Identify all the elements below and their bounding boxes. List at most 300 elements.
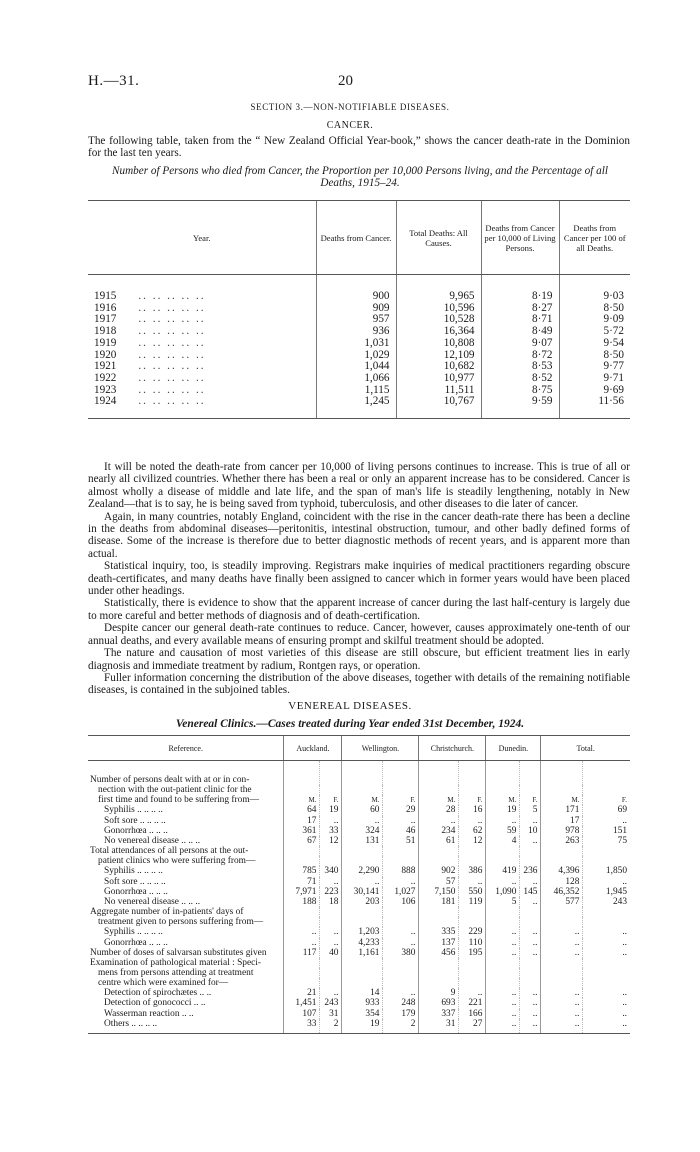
- value-cell: [320, 968, 342, 978]
- reference-cell: Soft sore .. .. .. ..: [104, 815, 166, 826]
- value-cell: ..: [583, 1019, 630, 1034]
- value-cell: 243: [320, 998, 342, 1008]
- value-cell: 7,971: [284, 887, 320, 897]
- value-cell: [383, 761, 419, 786]
- table-row: [88, 761, 630, 786]
- value-cell: 12: [320, 836, 342, 846]
- value-cell: [541, 846, 583, 856]
- value-cell: 8·52: [481, 373, 559, 385]
- value-cell: 145: [520, 887, 541, 897]
- value-cell: ..: [486, 927, 520, 937]
- table-row: [88, 887, 630, 897]
- value-cell: ..: [520, 1019, 541, 1034]
- value-cell: 8·53: [481, 361, 559, 373]
- reference-cell: Detection of gonococci .. ..: [104, 998, 206, 1009]
- value-cell: [486, 978, 520, 988]
- leader-dots: .. .. .. .. ..: [138, 290, 206, 302]
- table-row: [88, 968, 630, 978]
- value-cell: ..: [520, 948, 541, 958]
- value-cell: [284, 968, 320, 978]
- reference-cell: Total attendances of all persons at the out-: [90, 846, 249, 857]
- value-cell: [342, 968, 383, 978]
- value-cell: ..: [583, 877, 630, 887]
- value-cell: ..: [486, 1009, 520, 1019]
- value-cell: 888: [383, 866, 419, 876]
- value-cell: 933: [342, 998, 383, 1008]
- cancer-table: [88, 200, 630, 419]
- table-row: [88, 846, 630, 856]
- year-value: 1920: [94, 348, 117, 361]
- value-cell: 1,066: [316, 373, 396, 385]
- intro-paragraph: The following table, taken from the “ New Zealand Official Year-book,” shows the cancer death-rate in the Dominion for the last ten years.: [88, 135, 630, 160]
- value-cell: 19: [320, 805, 342, 815]
- value-cell: [342, 958, 383, 968]
- year-value: 1922: [94, 371, 117, 384]
- value-cell: ..: [541, 938, 583, 948]
- value-cell: 1,029: [316, 350, 396, 362]
- value-cell: ..: [486, 816, 520, 826]
- leader-dots: .. .. .. .. ..: [138, 348, 206, 361]
- year-value: 1918: [94, 325, 117, 338]
- value-cell: ..: [320, 988, 342, 998]
- value-cell: 337: [419, 1009, 459, 1019]
- reference-cell: Gonorrhœa .. .. ..: [104, 825, 168, 836]
- value-cell: 60: [342, 805, 383, 815]
- reference-cell: Syphilis .. .. .. ..: [104, 927, 163, 938]
- value-cell: 550: [459, 887, 486, 897]
- reference-cell: nection with the out-patient clinic for the: [98, 785, 252, 796]
- value-cell: ..: [486, 948, 520, 958]
- value-cell: 8·27: [481, 303, 559, 315]
- value-cell: 9,965: [396, 291, 481, 303]
- value-cell: 4,396: [541, 866, 583, 876]
- venereal-table-header: [88, 736, 630, 761]
- header-total-deaths: Total Deaths: All Causes.: [396, 201, 481, 275]
- value-cell: [383, 917, 419, 927]
- value-cell: 263: [541, 836, 583, 846]
- value-cell: 8·49: [481, 326, 559, 338]
- value-cell: M.: [541, 795, 583, 805]
- discussion-text: [88, 461, 630, 697]
- value-cell: 9·71: [559, 373, 630, 385]
- value-cell: 33: [284, 1019, 320, 1034]
- value-cell: 361: [284, 826, 320, 836]
- value-cell: ..: [459, 816, 486, 826]
- value-cell: [486, 856, 520, 866]
- table-row: [88, 396, 630, 418]
- value-cell: [320, 856, 342, 866]
- header-christchurch: Christchurch.: [419, 736, 486, 761]
- reference-cell: patient clinics who were suffering from—: [98, 856, 256, 867]
- value-cell: 188: [284, 897, 320, 907]
- value-cell: [284, 978, 320, 988]
- value-cell: [419, 978, 459, 988]
- value-cell: 902: [419, 866, 459, 876]
- leader-dots: .. .. .. .. ..: [138, 371, 206, 384]
- spacer-cell: [559, 275, 630, 292]
- value-cell: 46: [383, 826, 419, 836]
- table-row: [88, 877, 630, 887]
- value-cell: 17: [541, 816, 583, 826]
- header-per-100: Deaths from Cancer per 100 of all Deaths.: [559, 201, 630, 275]
- value-cell: 1,245: [316, 396, 396, 418]
- value-cell: F.: [520, 795, 541, 805]
- value-cell: 16,364: [396, 326, 481, 338]
- venereal-clinics-table: [88, 735, 630, 1034]
- value-cell: 1,203: [342, 927, 383, 937]
- header-dunedin: Dunedin.: [486, 736, 541, 761]
- value-cell: 236: [520, 866, 541, 876]
- value-cell: 909: [316, 303, 396, 315]
- paragraph: Despite cancer our general death-rate continues to reduce. Cancer, however, causes approximately one-tenth of our annual deaths, and every available means of ensuring prompt and skilful treatment should be adopted.: [88, 622, 630, 647]
- value-cell: 12,109: [396, 350, 481, 362]
- value-cell: [284, 917, 320, 927]
- value-cell: 386: [459, 866, 486, 876]
- value-cell: 8·50: [559, 303, 630, 315]
- value-cell: ..: [383, 816, 419, 826]
- value-cell: 785: [284, 866, 320, 876]
- value-cell: 1,031: [316, 338, 396, 350]
- value-cell: [459, 846, 486, 856]
- table-row: [88, 785, 630, 795]
- table-row: [88, 938, 630, 948]
- value-cell: ..: [320, 938, 342, 948]
- value-cell: [342, 907, 383, 917]
- value-cell: 335: [419, 927, 459, 937]
- year-value: 1923: [94, 383, 117, 396]
- value-cell: ..: [459, 877, 486, 887]
- value-cell: 1,945: [583, 887, 630, 897]
- value-cell: [486, 761, 520, 786]
- value-cell: [583, 907, 630, 917]
- value-cell: 51: [383, 836, 419, 846]
- value-cell: [583, 917, 630, 927]
- value-cell: 171: [541, 805, 583, 815]
- value-cell: 107: [284, 1009, 320, 1019]
- value-cell: [541, 968, 583, 978]
- value-cell: [541, 785, 583, 795]
- value-cell: 4,233: [342, 938, 383, 948]
- value-cell: 46,352: [541, 887, 583, 897]
- value-cell: 2: [383, 1019, 419, 1034]
- value-cell: [486, 917, 520, 927]
- year-cell: [88, 373, 316, 385]
- value-cell: ..: [284, 938, 320, 948]
- spacer-cell: [396, 275, 481, 292]
- table-row: [88, 988, 630, 998]
- value-cell: ..: [520, 938, 541, 948]
- leader-dots: .. .. .. .. ..: [138, 360, 206, 373]
- value-cell: 1,850: [583, 866, 630, 876]
- value-cell: 10,808: [396, 338, 481, 350]
- cancer-table-caption: Number of Persons who died from Cancer, the Proportion per 10,000 Persons living, and the Percentage of all Deaths, 1915–24.: [112, 165, 608, 190]
- value-cell: [320, 978, 342, 988]
- reference-cell: Number of doses of salvarsan substitutes given: [90, 947, 267, 958]
- value-cell: 27: [459, 1019, 486, 1034]
- page-number: 20: [338, 73, 353, 89]
- value-cell: ..: [583, 938, 630, 948]
- value-cell: 69: [583, 805, 630, 815]
- value-cell: F.: [383, 795, 419, 805]
- value-cell: [459, 968, 486, 978]
- value-cell: [284, 761, 320, 786]
- value-cell: 1,044: [316, 361, 396, 373]
- value-cell: [284, 907, 320, 917]
- value-cell: [520, 785, 541, 795]
- value-cell: 9·03: [559, 291, 630, 303]
- value-cell: 354: [342, 1009, 383, 1019]
- value-cell: ..: [520, 927, 541, 937]
- spacer-cell: [88, 275, 316, 292]
- value-cell: 11,511: [396, 385, 481, 397]
- value-cell: 9: [419, 988, 459, 998]
- value-cell: ..: [383, 938, 419, 948]
- spacer-cell: [316, 275, 396, 292]
- value-cell: 19: [486, 805, 520, 815]
- value-cell: [583, 978, 630, 988]
- table-row: [88, 373, 630, 385]
- value-cell: [486, 846, 520, 856]
- value-cell: [284, 846, 320, 856]
- value-cell: [541, 958, 583, 968]
- value-cell: [459, 856, 486, 866]
- value-cell: 59: [486, 826, 520, 836]
- value-cell: 9·69: [559, 385, 630, 397]
- value-cell: 8·71: [481, 314, 559, 326]
- value-cell: [520, 958, 541, 968]
- value-cell: ..: [419, 816, 459, 826]
- value-cell: 31: [419, 1019, 459, 1034]
- section-title: SECTION 3.—NON-NOTIFIABLE DISEASES.: [250, 102, 450, 112]
- value-cell: [419, 958, 459, 968]
- year-value: 1921: [94, 360, 117, 373]
- value-cell: 900: [316, 291, 396, 303]
- value-cell: 62: [459, 826, 486, 836]
- value-cell: [383, 846, 419, 856]
- paragraph: Statistically, there is evidence to show that the apparent increase of cancer during the last half-century is largely due to more careful and better methods of diagnosis and of death-certification.: [88, 597, 630, 622]
- value-cell: [320, 958, 342, 968]
- value-cell: ..: [284, 927, 320, 937]
- value-cell: ..: [320, 877, 342, 887]
- leader-dots: .. .. .. .. ..: [138, 313, 206, 326]
- value-cell: ..: [486, 877, 520, 887]
- year-value: 1916: [94, 301, 117, 314]
- value-cell: 67: [284, 836, 320, 846]
- value-cell: [541, 761, 583, 786]
- table-row: [88, 1009, 630, 1019]
- reference-cell: Syphilis .. .. .. ..: [104, 866, 163, 877]
- value-cell: M.: [419, 795, 459, 805]
- value-cell: ..: [520, 816, 541, 826]
- leader-dots: .. .. .. .. ..: [138, 336, 206, 349]
- value-cell: F.: [320, 795, 342, 805]
- value-cell: ..: [583, 927, 630, 937]
- value-cell: [459, 917, 486, 927]
- value-cell: ..: [520, 897, 541, 907]
- value-cell: 234: [419, 826, 459, 836]
- value-cell: [520, 907, 541, 917]
- year-value: 1919: [94, 336, 117, 349]
- value-cell: ..: [541, 927, 583, 937]
- value-cell: 1,090: [486, 887, 520, 897]
- value-cell: ..: [583, 998, 630, 1008]
- value-cell: 5: [486, 897, 520, 907]
- reference-cell: Examination of pathological material : Speci-: [90, 957, 262, 968]
- reference-cell: Wasserman reaction .. ..: [104, 1008, 194, 1019]
- value-cell: 119: [459, 897, 486, 907]
- value-cell: [541, 856, 583, 866]
- value-cell: 181: [419, 897, 459, 907]
- table-row: [88, 856, 630, 866]
- value-cell: 9·54: [559, 338, 630, 350]
- reference-cell: Aggregate number of in-patients' days of: [90, 907, 244, 918]
- cancer-heading: CANCER.: [326, 120, 374, 131]
- header-deaths: Deaths from Cancer.: [316, 201, 396, 275]
- value-cell: [583, 785, 630, 795]
- value-cell: 10,596: [396, 303, 481, 315]
- value-cell: ..: [486, 988, 520, 998]
- value-cell: 33: [320, 826, 342, 836]
- value-cell: 577: [541, 897, 583, 907]
- header-year: Year.: [88, 201, 316, 275]
- value-cell: [520, 761, 541, 786]
- table-row: [88, 948, 630, 958]
- spacer-cell: [481, 275, 559, 292]
- table-row: [88, 897, 630, 907]
- value-cell: [383, 856, 419, 866]
- value-cell: 21: [284, 988, 320, 998]
- value-cell: [486, 785, 520, 795]
- value-cell: [342, 978, 383, 988]
- table-row: [88, 795, 630, 805]
- value-cell: 71: [284, 877, 320, 887]
- value-cell: M.: [342, 795, 383, 805]
- header-auckland: Auckland.: [284, 736, 342, 761]
- value-cell: ..: [520, 998, 541, 1008]
- value-cell: M.: [284, 795, 320, 805]
- cancer-table-header: [88, 201, 630, 275]
- value-cell: M.: [486, 795, 520, 805]
- value-cell: [583, 856, 630, 866]
- value-cell: 10,767: [396, 396, 481, 418]
- year-cell: [88, 291, 316, 303]
- value-cell: 5: [520, 805, 541, 815]
- reference-cell: Syphilis .. .. .. ..: [104, 805, 163, 816]
- year-value: 1915: [94, 290, 117, 302]
- value-cell: ..: [520, 988, 541, 998]
- value-cell: [383, 907, 419, 917]
- value-cell: 2,290: [342, 866, 383, 876]
- header-total: Total.: [541, 736, 630, 761]
- table-row: [88, 836, 630, 846]
- reference-cell: No venereal disease .. .. ..: [104, 835, 201, 846]
- value-cell: 2: [320, 1019, 342, 1034]
- value-cell: [342, 846, 383, 856]
- value-cell: [520, 978, 541, 988]
- value-cell: [583, 968, 630, 978]
- paragraph: Again, in many countries, notably England, coincident with the rise in the cancer death-rate there has been a decline in the deaths from abdominal diseases—peritonitis, intestinal obstruction, tumour, and other badly defined forms of disease. Some of the increase is therefore due to better diagnostic methods of recent years, and is apparent more than actual.: [88, 510, 630, 560]
- value-cell: 19: [342, 1019, 383, 1034]
- value-cell: 10,977: [396, 373, 481, 385]
- reference-cell: Gonorrhœa .. .. ..: [104, 937, 168, 948]
- value-cell: ..: [383, 927, 419, 937]
- value-cell: 14: [342, 988, 383, 998]
- value-cell: 223: [320, 887, 342, 897]
- value-cell: [383, 978, 419, 988]
- table-row: [88, 907, 630, 917]
- reference-cell: Number of persons dealt with at or in con-: [90, 775, 250, 785]
- table-row: [88, 291, 630, 303]
- value-cell: [284, 785, 320, 795]
- spacer-row: [88, 275, 630, 292]
- value-cell: 8·19: [481, 291, 559, 303]
- value-cell: [419, 968, 459, 978]
- value-cell: 9·09: [559, 314, 630, 326]
- value-cell: 17: [284, 816, 320, 826]
- table-row: [88, 866, 630, 876]
- value-cell: [419, 846, 459, 856]
- table-row: [88, 805, 630, 815]
- venereal-table-caption: Venereal Clinics.—Cases treated during Year ended 31st December, 1924.: [175, 718, 525, 730]
- value-cell: 31: [320, 1009, 342, 1019]
- value-cell: [342, 785, 383, 795]
- value-cell: ..: [383, 988, 419, 998]
- table-row: [88, 998, 630, 1008]
- value-cell: [520, 856, 541, 866]
- year-value: 1924: [94, 395, 117, 408]
- value-cell: ..: [583, 816, 630, 826]
- value-cell: 11·56: [559, 396, 630, 418]
- value-cell: 30,141: [342, 887, 383, 897]
- value-cell: [419, 785, 459, 795]
- value-cell: ..: [486, 1019, 520, 1034]
- leader-dots: .. .. .. .. ..: [138, 395, 206, 408]
- value-cell: 10,528: [396, 314, 481, 326]
- leader-dots: .. .. .. .. ..: [138, 301, 206, 314]
- value-cell: [342, 917, 383, 927]
- paragraph: Statistical inquiry, too, is steadily improving. Registrars make inquiries of medical practitioners regarding obscure death-certificates, and many deaths have finally been assigned to cancer which in former years would have been placed under other headings.: [88, 560, 630, 598]
- value-cell: 64: [284, 805, 320, 815]
- value-cell: 324: [342, 826, 383, 836]
- value-cell: ..: [459, 988, 486, 998]
- value-cell: 8·75: [481, 385, 559, 397]
- value-cell: [284, 856, 320, 866]
- paragraph: The nature and causation of most varieties of this disease are still obscure, but efficient treatment lies in early diagnosis and immediate treatment by radium, Rontgen rays, or operation.: [88, 647, 630, 672]
- value-cell: [419, 907, 459, 917]
- value-cell: 28: [419, 805, 459, 815]
- value-cell: ..: [342, 816, 383, 826]
- value-cell: [520, 968, 541, 978]
- value-cell: 12: [459, 836, 486, 846]
- value-cell: 151: [583, 826, 630, 836]
- value-cell: [541, 917, 583, 927]
- value-cell: [342, 761, 383, 786]
- reference-cell: first time and found to be suffering from—: [98, 795, 259, 806]
- value-cell: [419, 761, 459, 786]
- table-row: [88, 816, 630, 826]
- value-cell: [583, 761, 630, 786]
- value-cell: 1,115: [316, 385, 396, 397]
- value-cell: 10,682: [396, 361, 481, 373]
- value-cell: [383, 958, 419, 968]
- value-cell: [419, 856, 459, 866]
- value-cell: 75: [583, 836, 630, 846]
- year-cell: [88, 396, 316, 418]
- value-cell: [419, 917, 459, 927]
- reference-cell: Gonorrhœa .. .. ..: [104, 886, 168, 897]
- value-cell: ..: [320, 927, 342, 937]
- value-cell: [486, 907, 520, 917]
